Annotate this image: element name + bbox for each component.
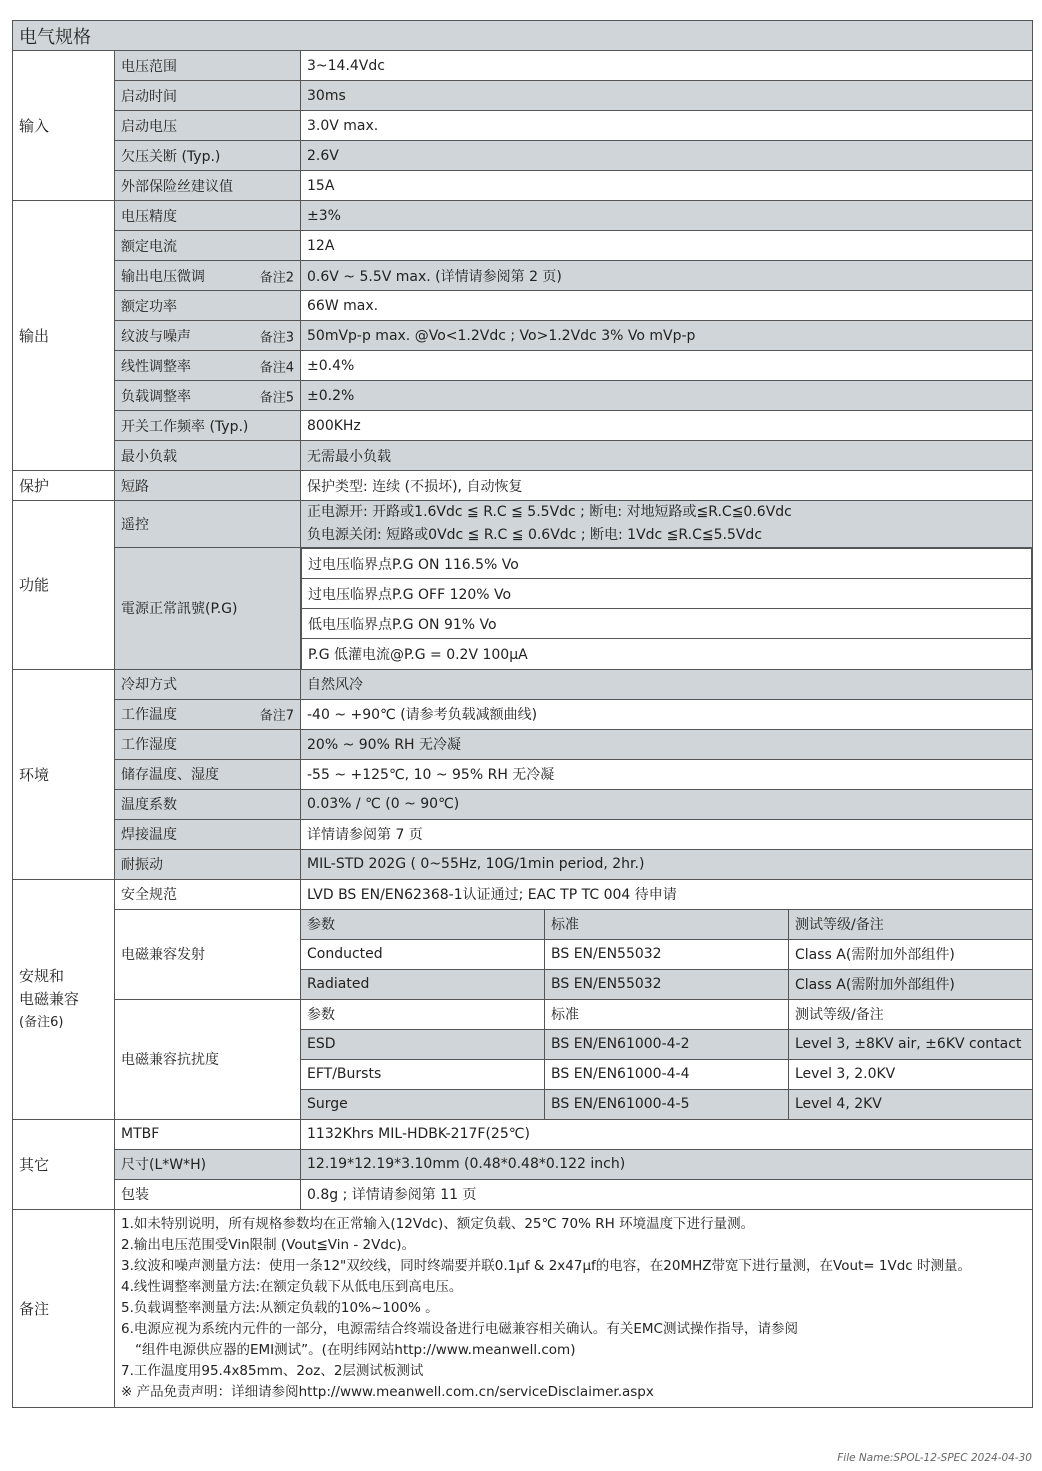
row-value: 12.19*12.19*3.10mm (0.48*0.48*0.122 inch) <box>301 1149 1033 1179</box>
pg-line: 过电压临界点P.G OFF 120% Vo <box>302 579 1032 609</box>
emi-param: Conducted <box>301 939 545 969</box>
row-label: 電源正常訊號(P.G) <box>115 548 301 670</box>
row-label-text: 输出电压微调 <box>121 268 205 285</box>
row-value: 20% ~ 90% RH 无冷凝 <box>301 729 1033 759</box>
ems-param: EFT/Bursts <box>301 1059 545 1089</box>
col-header-level: 测试等级/备注 <box>789 999 1033 1029</box>
remark-line: 4.线性调整率测量方法:在额定负载下从低电压到高电压。 <box>121 1278 463 1295</box>
category-output: 输出 <box>13 201 115 471</box>
row-value: 15A <box>301 171 1033 201</box>
row-label: 安全规范 <box>115 879 301 909</box>
col-header-level: 测试等级/备注 <box>789 909 1033 939</box>
row-label: 最小负载 <box>115 441 301 471</box>
row-label-emi: 电磁兼容发射 <box>115 909 301 999</box>
ems-level: Level 3, 2.0KV <box>789 1059 1033 1089</box>
row-label: 温度系数 <box>115 789 301 819</box>
spec-sheet <box>12 20 1032 1408</box>
ems-param: ESD <box>301 1029 545 1059</box>
row-label-text: 工作温度 <box>121 707 177 723</box>
ems-level: Level 4, 2KV <box>789 1089 1033 1119</box>
remark-line: 7.工作温度用95.4x85mm、2oz、2层测试板测试 <box>121 1362 424 1379</box>
row-label-text: 线性调整率 <box>121 358 191 375</box>
row-label: 耐振动 <box>115 849 301 879</box>
row-label-with-note <box>115 261 301 291</box>
row-value: 66W max. <box>301 291 1033 321</box>
remote-line-2: 负电源关闭: 短路或0Vdc ≦ R.C ≦ 0.6Vdc ; 断电: 1Vdc ≦R.C≦5.5Vdc <box>307 527 763 543</box>
row-value: -40 ~ +90℃ (请参考负载减额曲线) <box>301 699 1033 729</box>
row-value: 0.03% / ℃ (0 ~ 90℃) <box>301 789 1033 819</box>
row-label: 额定功率 <box>115 291 301 321</box>
row-value: 1132Khrs MIL-HDBK-217F(25℃) <box>301 1119 1033 1149</box>
pg-line: P.G 低灌电流@P.G = 0.2V 100μA <box>302 639 1032 669</box>
ems-standard: BS EN/EN61000-4-5 <box>545 1089 789 1119</box>
row-value: 详情请参阅第 7 页 <box>301 819 1033 849</box>
category-function: 功能 <box>13 501 115 670</box>
row-value: 3~14.4Vdc <box>301 51 1033 81</box>
row-label: 冷却方式 <box>115 669 301 699</box>
row-value: 0.6V ~ 5.5V max. (详情请参阅第 2 页) <box>301 261 1033 291</box>
pg-line: 低电压临界点P.G ON 91% Vo <box>302 609 1032 639</box>
ems-param: Surge <box>301 1089 545 1119</box>
row-label: 启动电压 <box>115 111 301 141</box>
remark-ref: 备注7 <box>259 708 294 724</box>
row-label: 短路 <box>115 471 301 501</box>
row-value: 0.8g ; 详情请参阅第 11 页 <box>301 1179 1033 1209</box>
remark-ref: 备注3 <box>259 330 294 345</box>
ems-level: Level 3, ±8KV air, ±6KV contact <box>789 1029 1033 1059</box>
row-label: 焊接温度 <box>115 819 301 849</box>
power-good-sub-table <box>301 548 1032 669</box>
ems-standard: BS EN/EN61000-4-2 <box>545 1029 789 1059</box>
row-label: 额定电流 <box>115 231 301 261</box>
row-value: 30ms <box>301 81 1033 111</box>
emi-standard: BS EN/EN55032 <box>545 969 789 999</box>
row-label: 欠压关断 (Typ.) <box>115 141 301 171</box>
remark-line: 5.负载调整率测量方法:从额定负载的10%~100% 。 <box>121 1299 439 1316</box>
row-label-with-note <box>115 699 301 729</box>
row-label: 开关工作频率 (Typ.) <box>115 411 301 441</box>
row-value: ±0.2% <box>301 381 1033 411</box>
row-label: 遥控 <box>115 501 301 548</box>
row-value: 保护类型: 连续 (不损坏), 自动恢复 <box>301 471 1033 501</box>
row-label-text: 纹波与噪声 <box>121 328 191 345</box>
category-others: 其它 <box>13 1119 115 1209</box>
row-label-text: 负载调整率 <box>121 388 191 405</box>
power-good-values <box>301 548 1033 670</box>
row-value: 无需最小负载 <box>301 441 1033 471</box>
emi-param: Radiated <box>301 969 545 999</box>
pg-line: 过电压临界点P.G ON 116.5% Vo <box>302 549 1032 579</box>
row-value: ±3% <box>301 201 1033 231</box>
col-header-param: 参数 <box>301 999 545 1029</box>
row-value: 12A <box>301 231 1033 261</box>
row-label-ems: 电磁兼容抗扰度 <box>115 999 301 1119</box>
row-value: LVD BS EN/EN62368-1认证通过; EAC TP TC 004 待申请 <box>301 879 1033 909</box>
row-value: 3.0V max. <box>301 111 1033 141</box>
row-label-with-note <box>115 321 301 351</box>
emi-level: Class A(需附加外部组件) <box>789 969 1033 999</box>
row-value: ±0.4% <box>301 351 1033 381</box>
remark-line: “组件电源供应器的EMI测试”。(在明纬网站http://www.meanwell.com) <box>135 1341 576 1358</box>
category-safety-line3: (备注6) <box>19 1014 64 1030</box>
electrical-spec-table <box>12 20 1033 1408</box>
row-label-with-note <box>115 351 301 381</box>
row-label: 外部保险丝建议值 <box>115 171 301 201</box>
row-label: 工作湿度 <box>115 729 301 759</box>
row-label: 启动时间 <box>115 81 301 111</box>
category-safety-line2: 电磁兼容 <box>19 989 80 1008</box>
remote-control-value <box>301 501 1033 548</box>
col-header-standard: 标准 <box>545 909 789 939</box>
category-input: 输入 <box>13 51 115 201</box>
category-protection: 保护 <box>13 471 115 501</box>
remark-ref: 备注4 <box>259 360 294 375</box>
remark-ref: 备注2 <box>259 270 294 285</box>
file-name-footer: File Name:SPOL-12-SPEC 2024-04-30 <box>837 1452 1032 1464</box>
col-header-standard: 标准 <box>545 999 789 1029</box>
remark-line: ※ 产品免责声明：详细请参阅http://www.meanwell.com.cn/serviceDisclaimer.aspx <box>121 1383 654 1400</box>
remark-line: 6.电源应视为系统内元件的一部分，电源需结合终端设备进行电磁兼容相关确认。有关EMC测试操作指导，请参阅 <box>121 1320 798 1337</box>
remark-line: 2.输出电压范围受Vin限制 (Vout≦Vin - 2Vdc)。 <box>121 1236 416 1253</box>
category-safety-emc <box>13 879 115 1119</box>
emi-level: Class A(需附加外部组件) <box>789 939 1033 969</box>
remote-line-1: 正电源开: 开路或1.6Vdc ≦ R.C ≦ 5.5Vdc ; 断电: 对地短路或≦R.C≦0.6Vdc <box>307 504 792 520</box>
remarks-list <box>115 1209 1033 1407</box>
row-value: 50mVp-p max. @Vo<1.2Vdc ; Vo>1.2Vdc 3% Vo mVp-p <box>301 321 1033 351</box>
category-remarks: 备注 <box>13 1209 115 1407</box>
section-title: 电气规格 <box>13 21 1033 51</box>
ems-standard: BS EN/EN61000-4-4 <box>545 1059 789 1089</box>
row-value: 800KHz <box>301 411 1033 441</box>
emi-standard: BS EN/EN55032 <box>545 939 789 969</box>
category-environment: 环境 <box>13 669 115 879</box>
row-value: -55 ~ +125℃, 10 ~ 95% RH 无冷凝 <box>301 759 1033 789</box>
row-label: 电压精度 <box>115 201 301 231</box>
row-value: 自然风冷 <box>301 669 1033 699</box>
row-value: MIL-STD 202G ( 0~55Hz, 10G/1min period, 2hr.) <box>301 849 1033 879</box>
row-label: 尺寸(L*W*H) <box>115 1149 301 1179</box>
row-label: MTBF <box>115 1119 301 1149</box>
remark-ref: 备注5 <box>259 390 294 405</box>
col-header-param: 参数 <box>301 909 545 939</box>
category-safety-line1: 安规和 <box>19 966 65 985</box>
row-label: 电压范围 <box>115 51 301 81</box>
row-label: 包装 <box>115 1179 301 1209</box>
row-label: 储存温度、湿度 <box>115 759 301 789</box>
remark-line: 1.如未特别说明，所有规格参数均在正常输入(12Vdc)、额定负载、25℃ 70% RH 环境温度下进行量测。 <box>121 1215 755 1232</box>
remark-line: 3.纹波和噪声测量方法：使用一条12"双绞线，同时终端要并联0.1μf & 2x47μf的电容，在20MHZ带宽下进行量测，在Vout= 1Vdc 时测量。 <box>121 1257 972 1274</box>
row-label-with-note <box>115 381 301 411</box>
row-value: 2.6V <box>301 141 1033 171</box>
